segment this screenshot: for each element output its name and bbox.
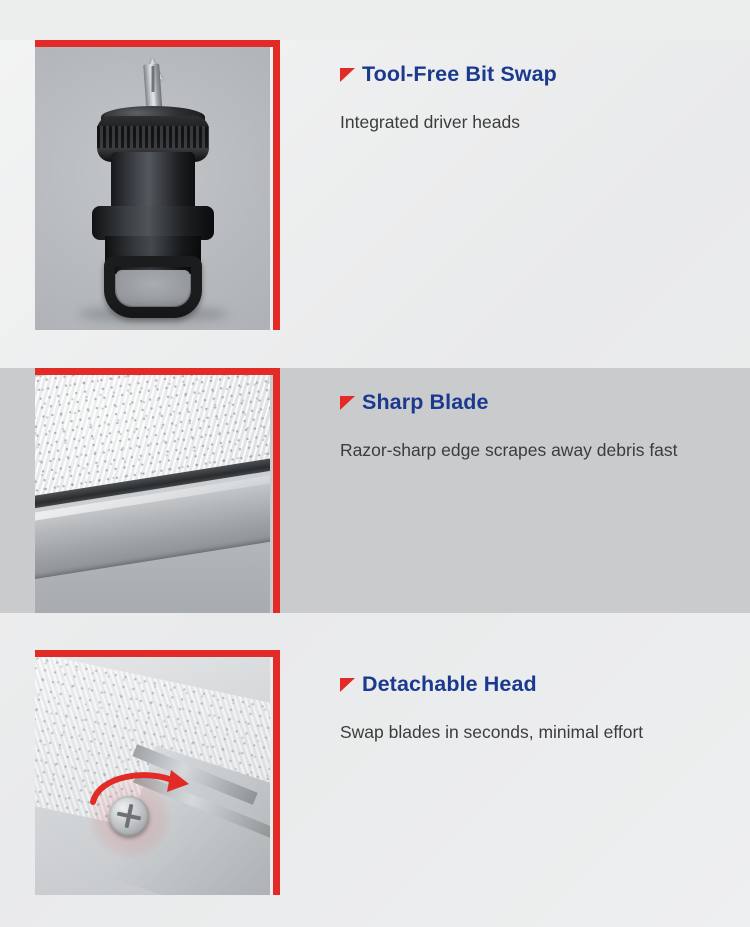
detachable-head-screw-photo [35,650,270,895]
holder-body [111,152,195,210]
red-flag-bullet-icon [340,678,355,693]
feature-1-title: Tool-Free Bit Swap [362,62,557,86]
red-frame-top-bar [35,368,280,375]
feature-2-title-line [340,390,720,415]
drop-shadow [78,306,228,322]
blade-scraping-photo [35,368,270,613]
red-frame-top-bar [35,40,280,47]
feature-1-title-line [340,62,720,87]
screw-icon [109,796,149,836]
photo-background [35,368,270,613]
feature-1-text [280,40,750,330]
feature-2-description: Razor-sharp edge scrapes away debris fast [340,440,678,460]
feature-3-text [280,650,750,895]
red-frame-right-bar [273,650,280,895]
red-flag-bullet-icon [340,396,355,411]
red-frame-right-bar [273,368,280,613]
feature-list-page [0,40,750,927]
red-flag-bullet-icon [340,68,355,83]
feature-2-text [280,368,750,613]
chuck-collar-grip [97,126,209,148]
feature-2-image [35,368,280,613]
red-frame-top-bar [35,650,280,657]
holder-loop-hole [116,270,190,306]
feature-3-title-line [340,672,720,697]
photo-background [35,650,270,895]
holder-flange [92,206,214,240]
feature-row-1 [0,40,750,330]
feature-3-image [35,650,280,895]
feature-3-title: Detachable Head [362,672,537,696]
feature-1-image [35,40,280,330]
feature-3-description: Swap blades in seconds, minimal effort [340,722,644,742]
red-frame-right-bar [273,40,280,330]
feature-1-description: Integrated driver heads [340,112,520,132]
feature-row-3 [0,650,750,895]
bit-holder-photo [35,40,270,330]
feature-2-title: Sharp Blade [362,390,489,414]
feature-row-2 [0,368,750,613]
driver-bit-cross-slot [151,66,154,92]
